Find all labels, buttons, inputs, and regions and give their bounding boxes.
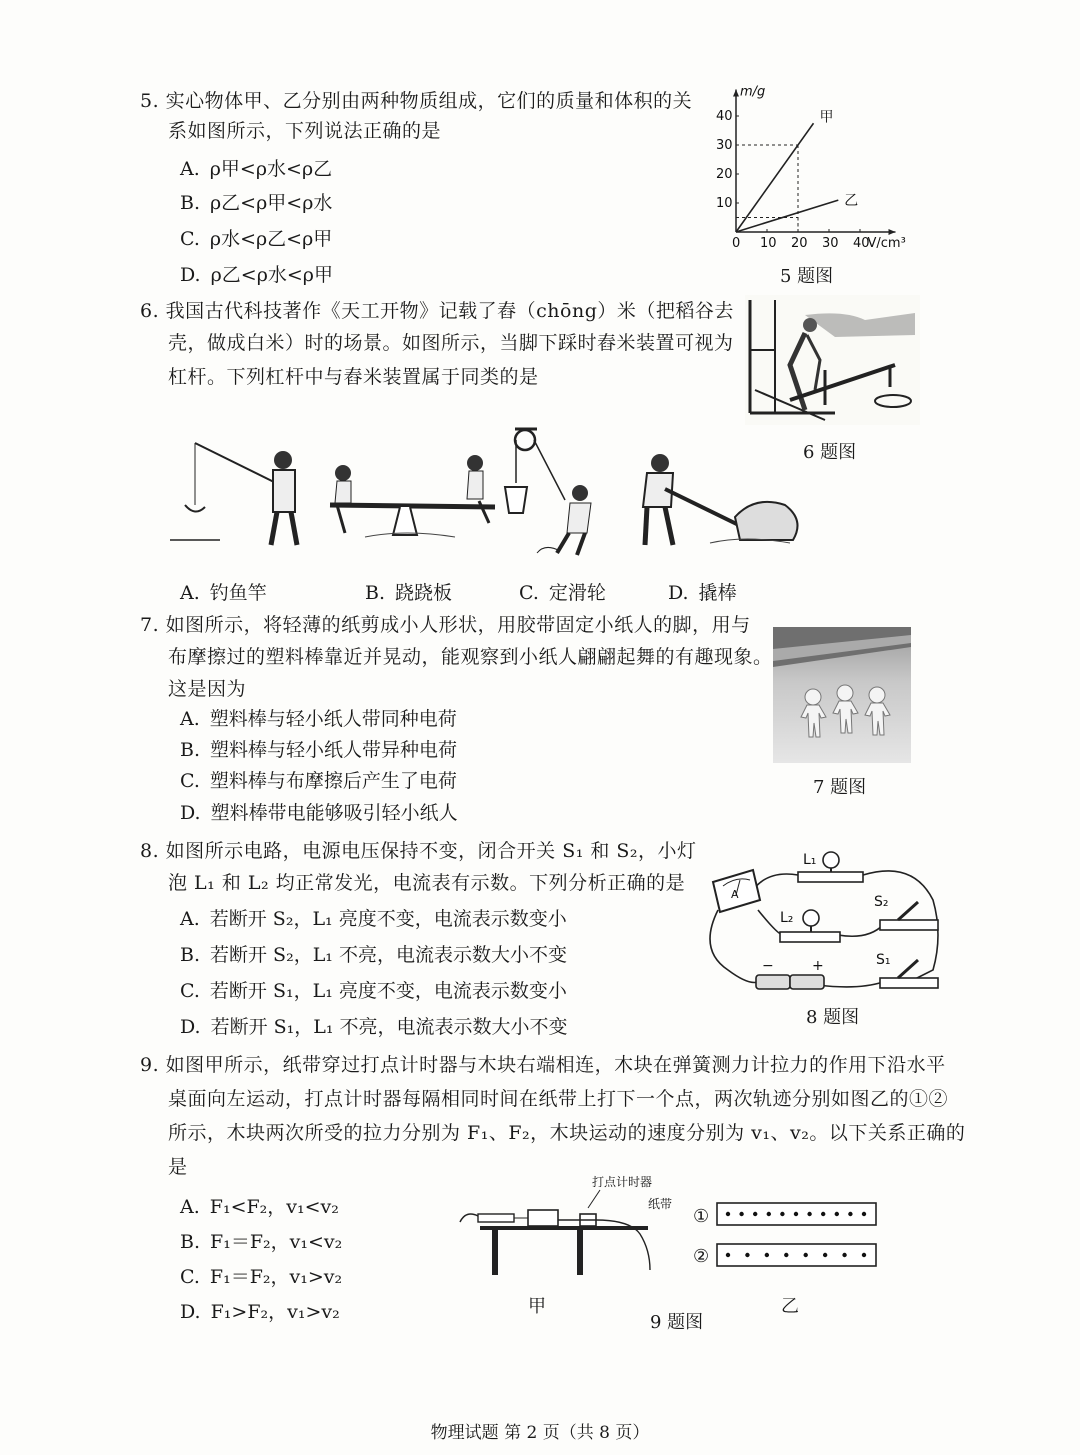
option-text: ρ乙<ρ水<ρ甲 <box>210 264 333 286</box>
option-label: A. <box>180 908 200 930</box>
y-tick-label-20: 20 <box>716 167 733 182</box>
q5-option-a <box>180 156 332 182</box>
q9-stem-line4: 是 <box>168 1156 188 1178</box>
y-tick-label-10: 10 <box>716 196 733 211</box>
q9-stem-line3: 所示，木块两次所受的拉力分别为 F₁、F₂，木块运动的速度分别为 v₁、v₂。以下关系正确的 <box>168 1122 966 1144</box>
option-text: ρ甲<ρ水<ρ乙 <box>209 158 333 180</box>
tape2dots-dot-3 <box>784 1253 788 1257</box>
q9-track1-label: ① <box>693 1206 710 1227</box>
q5-option-d <box>180 262 333 288</box>
option-label: B. <box>365 582 386 604</box>
option-text: 塑料棒与轻小纸人带异种电荷 <box>210 739 458 761</box>
q8-caption: 8 题图 <box>806 1007 860 1028</box>
q9-option-a <box>180 1194 339 1220</box>
option-text: 塑料棒带电能够吸引轻小纸人 <box>210 802 458 824</box>
q6-option-c <box>519 580 606 606</box>
q9-option-d <box>180 1299 340 1325</box>
tape1dots-dot-4 <box>780 1212 784 1216</box>
x-tick-label-30: 30 <box>822 236 839 251</box>
option-label: B. <box>180 192 201 214</box>
option-text: 若断开 S₁，L₁ 亮度不变，电流表示数变小 <box>209 980 567 1002</box>
option-label: A. <box>180 158 200 180</box>
l1-label: L₁ <box>803 852 817 868</box>
tape1dots-dot-0 <box>726 1212 730 1216</box>
series-line-乙 <box>736 200 838 232</box>
option-label: C. <box>519 582 539 604</box>
option-text: 跷跷板 <box>395 582 453 604</box>
option-text: F₁>F₂，v₁>v₂ <box>210 1301 340 1323</box>
q9-stem-line1: 9. 如图甲所示，纸带穿过打点计时器与木块右端相连，木块在弹簧测力计拉力的作用下沿水平 <box>140 1054 946 1076</box>
q9-caption: 9 题图 <box>650 1312 704 1333</box>
battery-minus-label: − <box>762 958 774 974</box>
q6-rice-pounder-illustration <box>745 295 920 425</box>
q8-option-a <box>180 906 567 932</box>
q5-option-b <box>180 190 332 216</box>
q6-option-illustrations <box>165 425 805 575</box>
option-text: 若断开 S₁，L₁ 不亮，电流表示数大小不变 <box>210 1016 568 1038</box>
q5-option-c <box>180 226 332 252</box>
y-tick-label-40: 40 <box>716 109 733 124</box>
q9-figure-yi-tapes <box>716 1200 878 1275</box>
option-label: D. <box>180 1016 201 1038</box>
q7-stem-line2: 布摩擦过的塑料棒靠近并晃动，能观察到小纸人翩翩起舞的有趣现象。 <box>168 646 773 668</box>
option-text: 若断开 S₂，L₁ 不亮，电流表示数大小不变 <box>210 944 567 966</box>
timer-label: 打点计时器 <box>592 1175 653 1189</box>
q6-option-a <box>180 580 267 606</box>
q5-caption: 5 题图 <box>780 266 834 287</box>
q5-mass-volume-chart <box>700 82 950 257</box>
fishing-rod-picture <box>170 443 297 545</box>
tape1dots-dot-2 <box>753 1212 757 1216</box>
tape1dots-dot-10 <box>862 1212 866 1216</box>
battery-plus-label: + <box>812 958 824 974</box>
series-label-甲: 甲 <box>819 109 834 126</box>
x-axis-arrow <box>889 229 896 235</box>
q7-option-d <box>180 800 458 826</box>
seesaw-picture <box>330 455 495 537</box>
tape1dots-dot-3 <box>767 1212 771 1216</box>
y-tick-label-30: 30 <box>716 138 733 153</box>
q9-stem-line2: 桌面向左运动，打点计时器每隔相同时间在纸带上打下一个点，两次轨迹分别如图乙的①② <box>168 1088 949 1110</box>
q8-circuit-diagram <box>698 840 948 1000</box>
option-text: ρ水<ρ乙<ρ甲 <box>209 228 333 250</box>
option-text: ρ乙<ρ甲<ρ水 <box>210 192 333 214</box>
tape1dots-dot-5 <box>794 1212 798 1216</box>
tape-label: 纸带 <box>648 1197 673 1211</box>
tape2dots-dot-1 <box>745 1253 749 1257</box>
y-axis-label: m/g <box>740 84 766 100</box>
tape2dots-dot-0 <box>726 1253 730 1257</box>
tape1dots-dot-7 <box>821 1212 825 1216</box>
option-text: 钓鱼竿 <box>209 582 267 604</box>
option-text: 若断开 S₂，L₁ 亮度不变，电流表示数变小 <box>209 908 567 930</box>
q9-figure-jia <box>450 1170 680 1280</box>
option-label: C. <box>180 980 200 1002</box>
option-label: C. <box>180 1266 200 1288</box>
l2-label: L₂ <box>780 910 794 926</box>
option-label: A. <box>180 582 200 604</box>
q6-stem-line1: 6. 我国古代科技著作《天工开物》记载了舂（chōng）米（把稻谷去 <box>140 300 734 322</box>
option-text: 塑料棒与布摩擦后产生了电荷 <box>209 770 457 792</box>
q8-stem-line2: 泡 L₁ 和 L₂ 均正常发光，电流表有示数。下列分析正确的是 <box>168 872 686 894</box>
option-text: F₁＝F₂，v₁>v₂ <box>209 1266 343 1288</box>
option-text: 撬棒 <box>698 582 737 604</box>
q9-figure-jia-label: 甲 <box>528 1296 546 1317</box>
tape1dots-dot-8 <box>835 1212 839 1216</box>
option-label: A. <box>180 708 200 730</box>
x-tick-label-10: 10 <box>760 236 777 251</box>
option-label: B. <box>180 944 201 966</box>
x-tick-label-20: 20 <box>791 236 808 251</box>
q6-option-d <box>668 580 737 606</box>
option-label: C. <box>180 228 200 250</box>
q8-option-b <box>180 942 567 968</box>
option-label: D. <box>180 1301 201 1323</box>
series-line-甲 <box>736 123 814 232</box>
q6-caption: 6 题图 <box>803 442 857 463</box>
page-footer: 物理试题 第 2 页（共 8 页） <box>430 1423 650 1443</box>
crowbar-picture <box>643 454 798 545</box>
s2-label: S₂ <box>874 894 889 910</box>
q9-track2-label: ② <box>693 1246 710 1267</box>
q5-stem-line1: 5. 实心物体甲、乙分别由两种物质组成，它们的质量和体积的关 <box>140 90 693 112</box>
q6-stem-line2: 壳，做成白米）时的场景。如图所示，当脚下踩时舂米装置可视为 <box>168 332 734 354</box>
q8-stem-line1: 8. 如图所示电路，电源电压保持不变，闭合开关 S₁ 和 S₂，小灯 <box>140 840 697 862</box>
tape1dots-dot-1 <box>739 1212 743 1216</box>
q8-option-d <box>180 1014 568 1040</box>
ammeter-label: A <box>731 888 739 901</box>
q6-stem-line3: 杠杆。下列杠杆中与舂米装置属于同类的是 <box>168 366 539 388</box>
x-tick-label-40: 40 <box>853 236 870 251</box>
option-text: F₁＝F₂，v₁<v₂ <box>210 1231 343 1253</box>
option-text: 定滑轮 <box>548 582 606 604</box>
y-axis-arrow <box>733 90 739 97</box>
q6-option-b <box>365 580 452 606</box>
tape1dots-dot-6 <box>807 1212 811 1216</box>
tape2dots-dot-4 <box>804 1253 808 1257</box>
q7-caption: 7 题图 <box>813 777 867 798</box>
series-label-乙: 乙 <box>844 193 859 210</box>
option-text: 塑料棒与轻小纸人带同种电荷 <box>209 708 457 730</box>
q7-stem-line3: 这是因为 <box>168 678 247 700</box>
option-text: F₁<F₂，v₁<v₂ <box>209 1196 339 1218</box>
q7-option-b <box>180 737 457 763</box>
tape1dots-dot-9 <box>848 1212 852 1216</box>
option-label: B. <box>180 1231 201 1253</box>
q5-stem-line2: 系如图所示，下列说法正确的是 <box>168 120 442 142</box>
x-tick-label-0: 0 <box>732 236 741 251</box>
option-label: D. <box>180 264 201 286</box>
x-axis-label: V/cm³ <box>867 236 906 251</box>
s1-label: S₁ <box>876 952 891 968</box>
q7-option-a <box>180 706 457 732</box>
fixed-pulley-picture <box>505 429 591 555</box>
q9-option-c <box>180 1264 342 1290</box>
q7-stem-line1: 7. 如图所示，将轻薄的纸剪成小人形状，用胶带固定小纸人的脚，用与 <box>140 614 751 636</box>
q8-option-c <box>180 978 567 1004</box>
option-label: D. <box>668 582 689 604</box>
q9-option-b <box>180 1229 342 1255</box>
option-label: A. <box>180 1196 200 1218</box>
tape2dots-dot-6 <box>842 1253 846 1257</box>
tape2dots-dot-2 <box>765 1253 769 1257</box>
q7-paper-figures-photo <box>773 627 911 763</box>
option-label: D. <box>180 802 201 824</box>
q9-figure-yi-label: 乙 <box>781 1296 799 1317</box>
q7-option-c <box>180 768 457 794</box>
tape2dots-dot-7 <box>862 1253 866 1257</box>
option-label: C. <box>180 770 200 792</box>
tape2dots-dot-5 <box>823 1253 827 1257</box>
option-label: B. <box>180 739 201 761</box>
